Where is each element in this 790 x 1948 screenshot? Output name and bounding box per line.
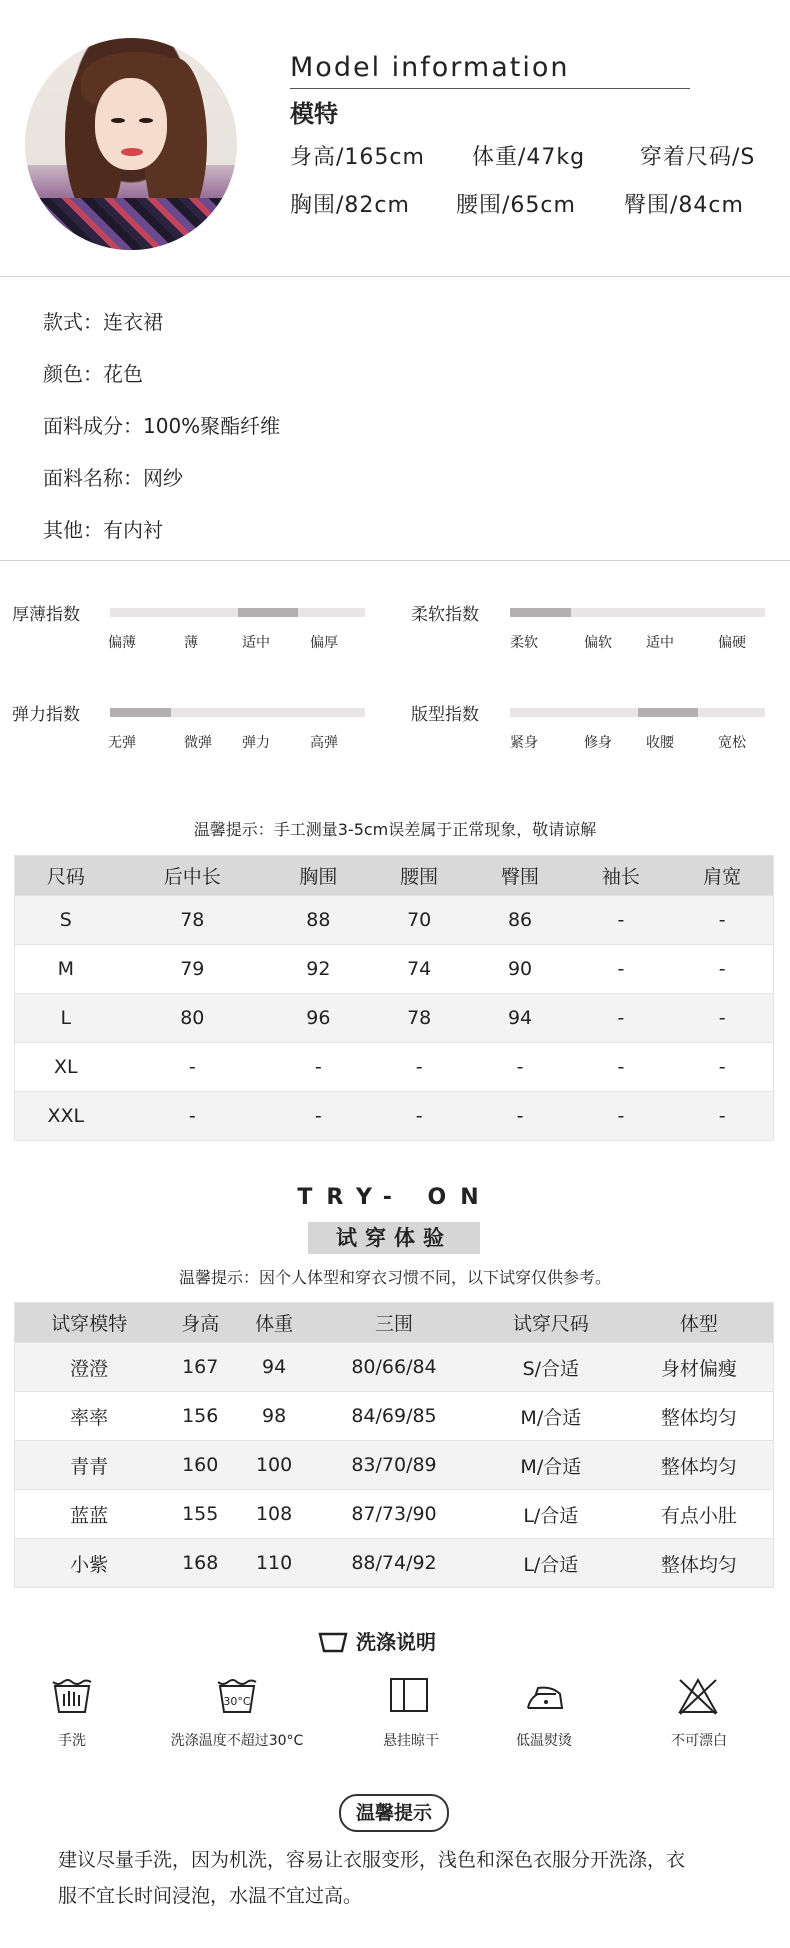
index-option: 宽松 <box>718 735 746 751</box>
index-option: 偏厚 <box>310 635 338 651</box>
table-cell: 88 <box>268 896 369 945</box>
tryon-note: 温馨提示：因个人体型和穿衣习惯不同，以下试穿仅供参考。 <box>178 1268 611 1287</box>
model-height: 身高/165cm <box>290 145 425 170</box>
index-option: 偏硬 <box>718 635 746 651</box>
index-option: 适中 <box>646 635 674 651</box>
table-cell: 有点小肚 <box>625 1490 774 1539</box>
model-waist: 腰围/65cm <box>456 193 576 218</box>
tip-title: 温馨提示 <box>339 1794 449 1832</box>
attr-other: 其他：有内衬 <box>43 518 163 542</box>
table-cell: 78 <box>369 994 470 1043</box>
table-cell: 98 <box>237 1392 311 1441</box>
index-option: 微弹 <box>184 735 212 751</box>
table-cell: - <box>117 1092 268 1141</box>
table-cell: 身材偏瘦 <box>625 1343 774 1392</box>
index-option: 高弹 <box>310 735 338 751</box>
index-track <box>110 608 365 617</box>
tryon-row <box>15 1490 774 1539</box>
index-option: 无弹 <box>108 735 136 751</box>
model-info-section <box>0 0 790 276</box>
table-header: 臀围 <box>470 856 571 896</box>
table-cell: 108 <box>237 1490 311 1539</box>
table-cell: 澄澄 <box>15 1343 164 1392</box>
table-cell: 94 <box>237 1343 311 1392</box>
table-header: 体型 <box>625 1303 774 1343</box>
table-cell: 87/73/90 <box>311 1490 477 1539</box>
no-bleach-icon <box>676 1676 720 1716</box>
table-cell: - <box>570 896 671 945</box>
index-option: 收腰 <box>646 735 674 751</box>
table-header: 后中长 <box>117 856 268 896</box>
tip-line-2: 服不宜长时间浸泡，水温不宜过高。 <box>58 1885 363 1907</box>
table-cell: XL <box>15 1043 117 1092</box>
table-cell: - <box>570 945 671 994</box>
table-header: 试穿模特 <box>15 1303 164 1343</box>
hand-wash-icon <box>50 1676 94 1716</box>
table-cell: - <box>470 1092 571 1141</box>
table-cell: 83/70/89 <box>311 1441 477 1490</box>
tip-line-1: 建议尽量手洗，因为机洗，容易让衣服变形，浅色和深色衣服分开洗涤，衣 <box>58 1849 686 1871</box>
model-subtitle: 模特 <box>290 100 338 128</box>
tryon-table <box>14 1302 774 1588</box>
index-option: 偏软 <box>584 635 612 651</box>
basin-icon <box>318 1630 348 1654</box>
table-cell: 84/69/85 <box>311 1392 477 1441</box>
table-cell: 167 <box>163 1343 237 1392</box>
table-cell: - <box>369 1092 470 1141</box>
table-cell: L/合适 <box>477 1490 625 1539</box>
index-option: 薄 <box>184 635 198 651</box>
table-cell: 156 <box>163 1392 237 1441</box>
index-track <box>510 708 765 717</box>
table-cell: L/合适 <box>477 1539 625 1588</box>
tryon-title-en: TRY- ON <box>297 1185 493 1210</box>
size-note: 温馨提示：手工测量3-5cm误差属于正常现象，敬请谅解 <box>193 820 597 839</box>
index-option: 适中 <box>242 635 270 651</box>
table-cell: 整体均匀 <box>625 1539 774 1588</box>
table-cell: S/合适 <box>477 1343 625 1392</box>
table-header: 体重 <box>237 1303 311 1343</box>
table-header: 身高 <box>163 1303 237 1343</box>
table-cell: - <box>470 1043 571 1092</box>
table-cell: - <box>570 994 671 1043</box>
index-marker <box>110 708 171 717</box>
table-cell: 96 <box>268 994 369 1043</box>
table-cell: 155 <box>163 1490 237 1539</box>
tryon-row <box>15 1343 774 1392</box>
attr-composition: 面料成分：100%聚酯纤维 <box>43 414 281 438</box>
table-cell: - <box>570 1043 671 1092</box>
table-cell: 青青 <box>15 1441 164 1490</box>
tryon-title-cn: 试穿体验 <box>308 1222 480 1254</box>
hang-dry-icon <box>388 1676 432 1716</box>
size-table <box>14 855 774 1141</box>
attr-color: 颜色：花色 <box>43 362 143 386</box>
wash-30-label: 洗涤温度不超过30°C <box>170 1733 304 1749</box>
table-cell: 蓝蓝 <box>15 1490 164 1539</box>
table-header: 尺码 <box>15 856 117 896</box>
index-marker <box>510 608 571 617</box>
attr-fabric: 面料名称：网纱 <box>43 466 183 490</box>
hang-dry-label: 悬挂晾干 <box>383 1733 439 1749</box>
tryon-row <box>15 1539 774 1588</box>
index-option: 偏薄 <box>108 635 136 651</box>
table-cell: - <box>117 1043 268 1092</box>
wash-title: 洗涤说明 <box>356 1630 436 1654</box>
table-cell: - <box>268 1043 369 1092</box>
table-cell: 79 <box>117 945 268 994</box>
table-cell: 78 <box>117 896 268 945</box>
table-cell: - <box>570 1092 671 1141</box>
table-cell: M <box>15 945 117 994</box>
index-track <box>510 608 765 617</box>
table-cell: 整体均匀 <box>625 1392 774 1441</box>
table-cell: 整体均匀 <box>625 1441 774 1490</box>
table-cell: - <box>671 1043 773 1092</box>
table-cell: - <box>671 994 773 1043</box>
table-header: 三围 <box>311 1303 477 1343</box>
low-iron-label: 低温熨烫 <box>516 1733 572 1749</box>
table-cell: XXL <box>15 1092 117 1141</box>
index-option: 柔软 <box>510 635 538 651</box>
table-cell: 率率 <box>15 1392 164 1441</box>
model-bust: 胸围/82cm <box>290 193 410 218</box>
table-cell: 92 <box>268 945 369 994</box>
model-title: Model information <box>290 52 570 83</box>
table-cell: 100 <box>237 1441 311 1490</box>
hand-wash-label: 手洗 <box>58 1733 86 1749</box>
index-label: 弹力指数 <box>12 705 80 725</box>
divider <box>0 560 790 561</box>
wash-30-badge: 30°C <box>223 1695 251 1708</box>
index-track <box>110 708 365 717</box>
table-cell: - <box>671 1092 773 1141</box>
table-cell: 70 <box>369 896 470 945</box>
table-header: 袖长 <box>570 856 671 896</box>
size-row <box>15 1092 774 1141</box>
low-iron-icon <box>522 1676 566 1716</box>
table-cell: 90 <box>470 945 571 994</box>
index-marker <box>638 708 699 717</box>
index-marker <box>238 608 299 617</box>
table-cell: 94 <box>470 994 571 1043</box>
table-cell: 110 <box>237 1539 311 1588</box>
no-bleach-label: 不可漂白 <box>671 1733 727 1749</box>
index-label: 版型指数 <box>411 705 479 725</box>
table-cell: 86 <box>470 896 571 945</box>
index-option: 修身 <box>584 735 612 751</box>
model-weight: 体重/47kg <box>472 145 586 170</box>
table-cell: L <box>15 994 117 1043</box>
table-cell: 74 <box>369 945 470 994</box>
table-cell: M/合适 <box>477 1392 625 1441</box>
table-header: 试穿尺码 <box>477 1303 625 1343</box>
index-option: 弹力 <box>242 735 270 751</box>
table-cell: S <box>15 896 117 945</box>
table-header: 腰围 <box>369 856 470 896</box>
table-cell: 160 <box>163 1441 237 1490</box>
table-cell: 168 <box>163 1539 237 1588</box>
attr-style: 款式：连衣裙 <box>43 310 163 334</box>
size-row <box>15 1043 774 1092</box>
index-label: 柔软指数 <box>411 605 479 625</box>
table-cell: - <box>671 896 773 945</box>
size-row <box>15 994 774 1043</box>
tryon-row <box>15 1441 774 1490</box>
size-row <box>15 945 774 994</box>
table-cell: 80 <box>117 994 268 1043</box>
table-cell: - <box>268 1092 369 1141</box>
table-cell: - <box>671 945 773 994</box>
model-size: 穿着尺码/S <box>640 145 756 170</box>
size-row <box>15 896 774 945</box>
wash-30-icon <box>215 1676 259 1716</box>
model-title-underline <box>290 88 690 89</box>
index-label: 厚薄指数 <box>12 605 80 625</box>
divider <box>0 276 790 277</box>
table-cell: 80/66/84 <box>311 1343 477 1392</box>
model-hip: 臀围/84cm <box>624 193 744 218</box>
model-avatar <box>25 38 237 250</box>
index-option: 紧身 <box>510 735 538 751</box>
table-cell: - <box>369 1043 470 1092</box>
tryon-row <box>15 1392 774 1441</box>
table-cell: 小紫 <box>15 1539 164 1588</box>
table-header: 胸围 <box>268 856 369 896</box>
table-cell: M/合适 <box>477 1441 625 1490</box>
table-cell: 88/74/92 <box>311 1539 477 1588</box>
tip-text <box>58 1842 748 1914</box>
table-header: 肩宽 <box>671 856 773 896</box>
